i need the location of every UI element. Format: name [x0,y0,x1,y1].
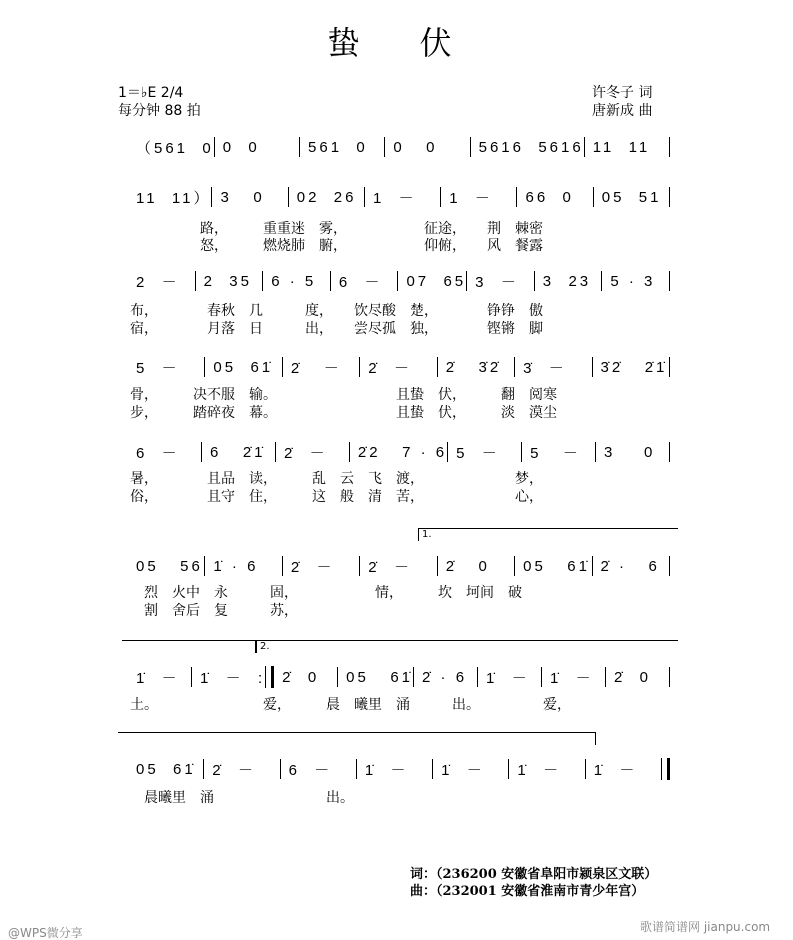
measure: 2̇ · 6 [422,668,468,686]
measure: 3 － [475,273,519,291]
bar-line [265,666,274,688]
measure: 6 － [288,761,333,779]
bar-line [669,442,670,462]
music-row [128,356,670,378]
measure: 05 61̇ [346,668,414,686]
measure: 5 － [456,444,500,462]
bar-line [669,137,670,157]
measure: 2̇ · 6 [600,557,660,575]
lyric-line: 土。 爱， 晨 曦里 涌 出。 爱， [130,697,571,713]
lyric-line: 暑， 且品 读， 乱 云 飞 渡， 梦， [130,471,543,487]
measure: 3 0 [220,188,265,206]
measure: 02 26 [296,188,357,206]
measure: 1̇ － : [199,669,266,687]
bar-line [669,187,670,207]
measure: 3 23 [542,272,592,290]
bar-line [669,667,670,687]
measure: 3̇ － [523,359,567,377]
volta-2-end [118,732,596,745]
lyric-line: 烈 火中 永 固， 情， 坎 坷间 破 [130,585,522,601]
measure: 66 0 [525,188,574,206]
measure: 5 － [136,359,180,377]
measure: 5616 5616 [478,138,584,156]
measure: 0 0 [393,138,438,156]
measure: 05 61̇ [213,358,274,376]
music-row [128,136,670,158]
measure: 2̇ － [290,558,335,576]
music-row [128,270,670,292]
measure: 2̇ － [212,761,256,779]
measure: 0 0 [222,138,260,156]
lyric-line: 骨， 决不服 输。 且蛰 伏， 翻 阅寒 [130,387,557,403]
measure: 2̇ － [290,359,342,377]
address-footer [410,866,657,900]
measure: 2̇ 0 [613,668,652,686]
measure: 1̇ － [593,761,638,779]
music-row [128,441,670,463]
measure: 05 51 [601,188,662,206]
tempo: 每分钟 88 拍 [118,103,201,119]
measure: 1 － [372,189,417,207]
measure: 1 － [449,189,493,207]
measure: 6 － [136,444,180,462]
measure: 07 65 [406,272,467,290]
measure: 11 11 [592,138,651,156]
volta-1: 1. [418,528,678,541]
measure: 05 61̇ [523,557,590,575]
measure: 561 0 [308,138,368,156]
music-row [128,555,670,577]
measure: 1̇ － [486,669,530,687]
measure: 11 11） [136,189,212,207]
music-row [128,758,670,780]
bar-line [661,758,670,780]
measure: （561 0 [136,139,214,157]
measure: 1̇ － [136,669,180,687]
music-row [128,666,670,688]
lyric-line: 晨曦里 涌 出。 [130,790,354,806]
bar-line [669,271,670,291]
lyric-line: 割 舍后 复 苏， [130,603,298,619]
watermark-wps: @WPS微分享 [8,926,83,940]
lyricist-address: 词：（236200 安徽省阜阳市颍泉区文联） [410,867,658,882]
measure: 05 61̇ [136,760,196,778]
measure: 1̇ － [517,761,562,779]
measure: 6 · 5 [271,272,317,290]
lyric-line: 步， 踏碎夜 幕。 且蛰 伏， 淡 漠尘 [130,405,557,421]
measure: 2̇ 0 [282,668,320,686]
song-title: 蛰 伏 [327,24,466,62]
volta-1-end [122,640,256,653]
measure: 1̇ － [364,761,409,779]
measure: 2 － [136,273,180,291]
lyric-line: 怒， 燃烧肺 腑， 仰俯， 风 餐露 [130,238,543,254]
bar-line [669,357,670,377]
measure: 1̇ · 6 [213,557,259,575]
key-signature: 1＝♭E 2/4 [118,85,184,101]
measure: 2̇ － [368,359,412,377]
watermark-jianpu: 歌谱简谱网 jianpu.com [640,920,771,934]
measure: 1̇ － [441,761,485,779]
measure: 6 2̇1̇ [209,443,266,461]
measure: 2̇ 3̇2̇ [445,358,502,376]
lyricist: 许冬子 词 [592,85,653,101]
measure: 3 0 [604,443,656,461]
measure: 3̇2̇ 2̇1̇ [600,358,668,376]
measure: 1̇ － [550,669,594,687]
measure: 5 － [530,444,581,462]
composer-address: 曲：（232001 安徽省淮南市青少年宫） [410,884,645,899]
lyric-line: 俗， 且守 住， 这 般 清 苦， 心， [130,489,543,505]
music-row [128,186,670,208]
measure: 2̇ － [283,444,328,462]
volta-2: 2. [256,640,678,653]
measure: 2̇ 0 [445,557,490,575]
measure: 5 · 3 [610,272,656,290]
measure: 2̇ － [368,558,412,576]
measure: 6 － [338,273,383,291]
lyric-line: 路， 重重迷 雾， 征途， 荆 棘密 [130,221,543,237]
measure: 2 35 [203,272,252,290]
measure: 05 56 [136,557,203,575]
composer: 唐新成 曲 [592,103,653,119]
measure: 2̇2 7 · 6 [357,443,448,461]
lyric-line: 布， 春秋 几 度， 饮尽酸 楚， 铮铮 傲 [130,303,543,319]
lyric-line: 宿， 月落 日 出， 尝尽孤 独， 铿锵 脚 [130,321,543,337]
bar-line [669,556,670,576]
